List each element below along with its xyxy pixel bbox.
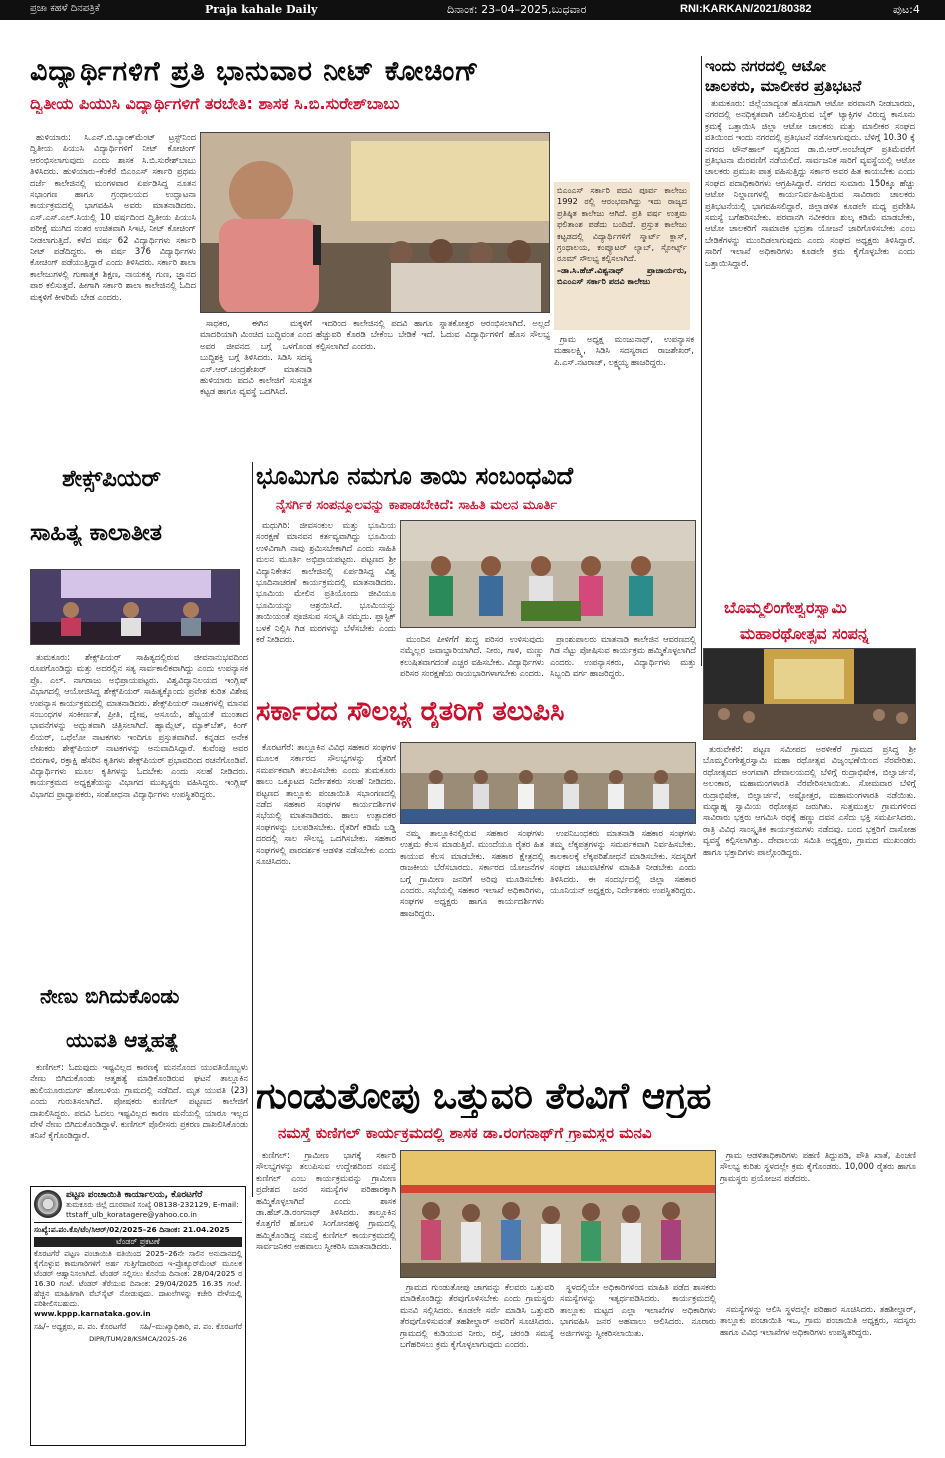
headline-shakespeare-2: ಸಾಹಿತ್ಯ ಕಾಲಾತೀತ — [30, 520, 163, 546]
masthead-bar — [0, 0, 945, 20]
story-shakespeare-body: ತುಮಕೂರು: ಶೇಕ್ಸ್‌ಪಿಯರ್ ಸಾಹಿತ್ಯದಲ್ಲಿರುವ ಜೀವನಾನುಭವದಿಂದ ರೂಪಗೊಂಡಿದ್ದು ಮತ್ತು ಅದರಲ್ಲಿನ ಸತ್ಯ ಸಾರ್ವಕಾಲಿಕವಾಗಿದ್ದು ಎಂದು ಉಪನ್ಯಾಸಕ ಪ್ರೊ. ಎಲ್. ನಾಗರಾಜು ಅಭಿಪ್ರಾಯಪಟ್ಟರು. ವಿಶ್ವವಿದ್ಯಾನಿಲಯದ ಇಂಗ್ಲಿಷ್ ವಿಭಾಗದಲ್ಲಿ ಆಯೋಜಿಸಿದ್ದ ಶೇಕ್ಸ್‌ಪಿಯರ್ ಸಾಹಿತ್ಯಕ್ಕೊಂದು ಪ್ರವೇಶ ಕುರಿತ ವಿಶೇಷ ಉಪನ್ಯಾಸ ಕಾರ್ಯಕ್ರಮದಲ್ಲಿ ಮಾತನಾಡಿದರು. ಶೇಕ್ಸ್‌ಪಿಯರ್ ನಾಟಕಗಳಲ್ಲಿ ಮಾನವ ಸಂಬಂಧಗಳ ಸಂಕೀರ್ಣತೆ, ಪ್ರೀತಿ, ದ್ವೇಷ, ಅಸೂಯೆ, ಹೆಬ್ಬಯಕೆ ಮುಂತಾದ ಭಾವನೆಗಳನ್ನು ಅದ್ಭುತವಾಗಿ ಚಿತ್ರಿಸಲಾಗಿದೆ. ಹ್ಯಾಮ್ಲೆಟ್, ಮ್ಯಾಕ್‌ಬೆತ್, ಕಿಂಗ್ ಲಿಯರ್, ಒಥೆಲೋ ನಾಟಕಗಳು ಇಂದಿಗೂ ಪ್ರಸ್ತುತವಾಗಿವೆ. ಕನ್ನಡದ ಅನೇಕ ಲೇಖಕರು ಶೇಕ್ಸ್‌ಪಿಯರ್ ನಾಟಕಗಳನ್ನು ಅನುವಾದಿಸಿದ್ದಾರೆ. ಕುವೆಂಪು ಅವರ ಬಿರುಗಾಳಿ, ರಕ್ತಾಕ್ಷಿ ಹೆಸರಿನ ಕೃತಿಗಳು ಶೇಕ್ಸ್‌ಪಿಯರ್ ಪ್ರಭಾವದಿಂದ ರಚನೆಗೊಂಡಿವೆ. ವಿದ್ಯಾರ್ಥಿಗಳು ಮೂಲ ಕೃತಿಗಳನ್ನು ಓದಬೇಕು ಎಂದು ಸಲಹೆ ನೀಡಿದರು. ಕಾರ್ಯಕ್ರಮದ ಅಧ್ಯಕ್ಷತೆಯನ್ನು ವಿಭಾಗದ ಮುಖ್ಯಸ್ಥರು ವಹಿಸಿದ್ದರು. ಇಂಗ್ಲಿಷ್ ವಿಭಾಗದ ಪ್ರಾಧ್ಯಾಪಕರು, ಸಂಶೋಧನಾ ವಿದ್ಯಾರ್ಥಿಗಳು ಉಪಸ್ಥಿತರಿದ್ದರು. — [30, 652, 248, 799]
headline-auto-protest-2: ಚಾಲಕರು, ಮಾಲೀಕರ ಪ್ರತಿಭಟನೆ — [705, 77, 862, 95]
column-rule — [252, 462, 253, 1197]
pull-quote-principal — [554, 182, 690, 330]
headline-neet-coaching: ವಿದ್ಯಾರ್ಥಿಗಳಿಗೆ ಪ್ರತಿ ಭಾನುವಾರ ನೀಟ್ ಕೋಚಿಂಗ್ — [30, 56, 480, 87]
tender-body: ಕೊರಟಗೆರೆ ಪಟ್ಟಣ ಪಂಚಾಯಿತಿ ವತಿಯಿಂದ 2025–26ನೇ ಸಾಲಿನ ಅನುದಾನದಲ್ಲಿ ಕೈಗೊಳ್ಳುವ ಕಾಮಗಾರಿಗಳಿಗೆ ಅರ್ಹ ಗುತ್ತಿಗೆದಾರರಿಂದ ಇ-ಪ್ರೊಕ್ಯೂರ್‌ಮೆಂಟ್ ಮೂಲಕ ಟೆಂಡರ್ ಆಹ್ವಾನಿಸಲಾಗಿದೆ. ಟೆಂಡರ್ ಸಲ್ಲಿಸಲು ಕೊನೆಯ ದಿನಾಂಕ: 28/04/2025 ರ 16.30 ಗಂಟೆ. ಟೆಂಡರ್ ತೆರೆಯುವ ದಿನಾಂಕ: 29/04/2025 16.35 ಗಂಟೆ. ಹೆಚ್ಚಿನ ಮಾಹಿತಿಗಾಗಿ ವೆಬ್‌ಸೈಟ್ ನೋಡುವುದು. ದಾಖಲೆಗಳನ್ನು ಕಚೇರಿ ವೇಳೆಯಲ್ಲಿ ಪರಿಶೀಲಿಸಬಹುದು. — [34, 1249, 242, 1308]
photo-namaste-kunigal — [400, 1150, 716, 1278]
tender-dipr-code: DIPR/TUM/28/KSMCA/2025–26 — [89, 1335, 187, 1343]
story-earth-col-3: ಪ್ರಾಂಶುಪಾಲರು ಮಾತನಾಡಿ ಕಾಲೇಜಿನ ಆವರಣದಲ್ಲಿ ಗಿಡ ನೆಟ್ಟು ಪೋಷಿಸುವ ಕಾರ್ಯಕ್ರಮ ಹಮ್ಮಿಕೊಳ್ಳಲಾಗಿದೆ ಎಂದರು. ಉಪನ್ಯಾಸಕರು, ವಿದ್ಯಾರ್ಥಿಗಳು ಮತ್ತು ಸಿಬ್ಬಂದಿ ವರ್ಗ ಹಾಜರಿದ್ದರು. — [550, 634, 696, 679]
photo-mla-speaking-art — [201, 133, 550, 313]
tender-contact: ತುಮಕೂರು ಜಿಲ್ಲೆ ದೂರವಾಣಿ ಸಂಖ್ಯೆ 08138-232129, E-mail: ttstaff_ulb_koratagere@yahoo.co.in — [66, 1200, 239, 1219]
tender-sig-left: ಸಹಿ/– ಅಧ್ಯಕ್ಷರು, ಪ. ಪಂ. ಕೊರಟಗೆರೆ — [34, 1322, 127, 1331]
photo-shakespeare-lecture — [30, 569, 240, 645]
story-encroachment-col-5: ಸಮಸ್ಯೆಗಳನ್ನು ಆಲಿಸಿ ಸ್ಥಳದಲ್ಲೇ ಪರಿಹಾರ ಸೂಚಿಸಿದರು. ತಹಶೀಲ್ದಾರ್, ತಾಲ್ಲೂಕು ಪಂಚಾಯಿತಿ ಇಒ, ಗ್ರಾಮ ಪಂಚಾಯಿತಿ ಅಧ್ಯಕ್ಷರು, ಸದಸ್ಯರು ಹಾಗೂ ವಿವಿಧ ಇಲಾಖೆಗಳ ಅಧಿಕಾರಿಗಳು ಉಪಸ್ಥಿತರಿದ್ದರು. — [720, 1304, 916, 1337]
photo-namaste-kunigal-art — [401, 1151, 716, 1278]
headline-encroachment: ಗುಂಡುತೋಪು ಒತ್ತುವರಿ ತೆರವಿಗೆ ಆಗ್ರಹ — [256, 1076, 712, 1117]
story-suicide-body: ಕುಣಿಗಲ್: ಓದುವುದು ಇಷ್ಟವಿಲ್ಲದ ಕಾರಣಕ್ಕೆ ಮನನೊಂದ ಯುವತಿಯೊಬ್ಬಳು ನೇಣು ಬಿಗಿದುಕೊಂಡು ಆತ್ಮಹತ್ಯೆ ಮಾಡಿಕೊಂಡಿರುವ ಘಟನೆ ತಾಲ್ಲೂಕಿನ ಹುಲಿಯೂರುದುರ್ಗ ಹೋಬಳಿಯ ಗ್ರಾಮದಲ್ಲಿ ನಡೆದಿದೆ. ಮೃತ ಯುವತಿ (23) ಎಂದು ಗುರುತಿಸಲಾಗಿದೆ. ಪೋಷಕರು ಕುಣಿಗಲ್ ಪಟ್ಟಣದ ಕಾಲೇಜಿಗೆ ದಾಖಲಿಸಿದ್ದರು. ಪದವಿ ಓದಲು ಇಷ್ಟವಿಲ್ಲದ ಕಾರಣ ಮನೆಯಲ್ಲಿ ಯಾರೂ ಇಲ್ಲದ ವೇಳೆ ನೇಣು ಬಿಗಿದುಕೊಂಡಿದ್ದಾಳೆ. ಕುಣಿಗಲ್ ಪೊಲೀಸರು ಪ್ರಕರಣ ದಾಖಲಿಸಿಕೊಂಡು ತನಿಖೆ ಕೈಗೊಂಡಿದ್ದಾರೆ. — [30, 1062, 248, 1141]
pull-quote-credit: –ಡಾ.ಸಿ.ಹೆಚ್.ವಿಶ್ವನಾಥ್ ಪ್ರಾಚಾರ್ಯರು, ಬಿಎಂಎಸ್ ಸರ್ಕಾರಿ ಪದವಿ ಕಾಲೇಜು — [557, 264, 687, 287]
story-farmers-col-2: ನಮ್ಮ ತಾಲ್ಲೂಕಿನಲ್ಲಿರುವ ಸಹಕಾರ ಸಂಘಗಳು ಉತ್ತಮ ಕೆಲಸ ಮಾಡುತ್ತಿವೆ. ಮುಂದೆಯೂ ರೈತರ ಹಿತ ಕಾಯುವ ಕೆಲಸ ಮಾಡಬೇಕು. ಸಹಕಾರ ಕ್ಷೇತ್ರದಲ್ಲಿ ರಾಜಕೀಯ ಬೆರೆಸಬಾರದು. ಸರ್ಕಾರದ ಯೋಜನೆಗಳ ಬಗ್ಗೆ ಗ್ರಾಮೀಣ ಜನರಿಗೆ ಅರಿವು ಮೂಡಿಸಬೇಕು ಎಂದರು. ಸಭೆಯಲ್ಲಿ ಸಹಕಾರ ಇಲಾಖೆ ಅಧಿಕಾರಿಗಳು, ಸಂಘಗಳ ಅಧ್ಯಕ್ಷರು ಹಾಗೂ ಕಾರ್ಯದರ್ಶಿಗಳು ಹಾಜರಿದ್ದರು. — [400, 828, 544, 918]
story-encroachment-col-2: ಗ್ರಾಮದ ಗುಂಡುತೋಪು ಜಾಗವನ್ನು ಕೆಲವರು ಒತ್ತುವರಿ ಮಾಡಿಕೊಂಡಿದ್ದು ತೆರವುಗೊಳಿಸಬೇಕು ಎಂದು ಗ್ರಾಮಸ್ಥರು ಮನವಿ ಸಲ್ಲಿಸಿದರು. ಕೂಡಲೇ ಸರ್ವೆ ಮಾಡಿಸಿ ಒತ್ತುವರಿ ತೆರವುಗೊಳಿಸುವಂತೆ ತಹಶೀಲ್ದಾರ್ ಅವರಿಗೆ ಸೂಚಿಸಿದರು. ಗ್ರಾಮದಲ್ಲಿ ಕುಡಿಯುವ ನೀರು, ರಸ್ತೆ, ಚರಂಡಿ ಸಮಸ್ಯೆ ಬಗೆಹರಿಸಲು ಕ್ರಮ ಕೈಗೊಳ್ಳಲಾಗುವುದು ಎಂದರು. — [400, 1282, 554, 1350]
story-neet-col-4: ಬಿಎಂಎಸ್ ಸರ್ಕಾರಿ ಪದವಿ ಪೂರ್ವ ಕಾಲೇಜು 1992 ರಲ್ಲಿ ಆರಂಭವಾಗಿದ್ದು ಇದು ರಾಜ್ಯದ ಪ್ರತಿಷ್ಠಿತ ಕಾಲೇಜು ಆಗಿದೆ. ಪ್ರತಿ ವರ್ಷ ಉತ್ತಮ ಫಲಿತಾಂಶ ಪಡೆದು ಬಂದಿದೆ. ಪ್ರಸ್ತುತ ಕಾಲೇಜು ಕಟ್ಟಡದಲ್ಲಿ ವಿದ್ಯಾರ್ಥಿಗಳಿಗೆ ಸ್ಮಾರ್ಟ್ ಕ್ಲಾಸ್, ಗ್ರಂಥಾಲಯ, ಕಂಪ್ಯೂಟರ್ ಲ್ಯಾಬ್, ಸ್ಪೋರ್ಟ್ಸ್ ರೂಮ್ ಸೌಲಭ್ಯ ಕಲ್ಪಿಸಲಾಗಿದೆ. — [557, 185, 687, 264]
photo-cooperative-meeting — [400, 742, 696, 824]
story-neet-col-5: ಗ್ರಾಮ ಅಧ್ಯಕ್ಷ ಮಂಜುನಾಥ್, ಉಪನ್ಯಾಸಕ ಮಹಾಲಕ್ಷ್ಮಿ, ಸಿಡಿಸಿ ಸದಸ್ಯರಾದ ರಾಜಶೇಖರ್, ಪಿ.ಎಸ್.ನಟರಾಜ್, ಲಕ್ಷ್ಮಯ್ಯ ಹಾಜರಿದ್ದರು. — [554, 334, 694, 367]
photo-rathotsava — [703, 648, 916, 740]
subhead-encroachment: ನಮಸ್ತೆ ಕುಣಿಗಲ್ ಕಾರ್ಯಕ್ರಮದಲ್ಲಿ ಶಾಸಕ ಡಾ.ರಂಗನಾಥ್‌ಗೆ ಗ್ರಾಮಸ್ಥರ ಮನವಿ — [278, 1124, 652, 1142]
photo-mla-speaking — [200, 132, 550, 313]
photo-earth-day-plant — [400, 520, 696, 628]
story-neet-col-1: ಹುಳಿಯಾರು: ಸಿ.ಎನ್.ಬಿ.ಬ್ಯಾಂಕ್‌ಮೆಂಟ್ ಟ್ರಸ್ಟ್‌ನಿಂದ ದ್ವಿತೀಯ ಪಿಯುಸಿ ವಿದ್ಯಾರ್ಥಿಗಳಿಗೆ ನೀಟ್ ಕೋಚಿಂಗ್ ಆರಂಭಿಸಲಾಗುವುದು ಎಂದು ಶಾಸಕ ಸಿ.ಬಿ.ಸುರೇಶ್‌ಬಾಬು ತಿಳಿಸಿದರು. ಹುಳಿಯಾರು–ಕೆಂಕೆರೆ ಬಿಎಂಎಸ್ ಸರ್ಕಾರಿ ಪ್ರಥಮ ದರ್ಜೆ ಕಾಲೇಜಿನಲ್ಲಿ ಮಂಗಳವಾರ ಏರ್ಪಡಿಸಿದ್ದ ನೂತನ ಸಭಾಂಗಣ ಹಾಗೂ ಗ್ರಂಥಾಲಯದ ಉದ್ಘಾಟನಾ ಕಾರ್ಯಕ್ರಮದಲ್ಲಿ ಭಾಗವಹಿಸಿ ಅವರು ಮಾತನಾಡಿದರು. ಎಸ್.ಎಸ್.ಎಲ್.ಸಿಯಲ್ಲಿ 10 ವರ್ಷದಿಂದ ದ್ವಿತೀಯ ಪಿಯುಸಿ ಪರೀಕ್ಷೆ ಮುಗಿದ ನಂತರ ಉಚಿತವಾಗಿ ಸಿಇಟಿ, ನೀಟ್ ಕೋಚಿಂಗ್ ನೀಡಲಾಗುತ್ತಿದೆ. ಕಳೆದ ವರ್ಷ 62 ವಿದ್ಯಾರ್ಥಿಗಳು ಸರ್ಕಾರಿ ನೀಟ್ ಪಡೆದಿದ್ದರು. ಈ ವರ್ಷ 376 ವಿದ್ಯಾರ್ಥಿಗಳು ಕೋಚಿಂಗ್ ಪಡೆಯುತ್ತಿದ್ದಾರೆ ಎಂದು ತಿಳಿಸಿದರು. ಸರ್ಕಾರಿ ಶಾಲಾ ಕಾಲೇಜುಗಳಲ್ಲಿ ಗುಣಾತ್ಮಕ ಶಿಕ್ಷಣ, ನಾಯಕತ್ವ ಗುಣ, ಜ್ಞಾನದ ಪಾಠ ಕಲಿಸುತ್ತವೆ. ಹೀಗಾಗಿ ಸರ್ಕಾರಿ ಶಾಲಾ ಕಾಲೇಜಿನಲ್ಲಿ ಓದಿದ ಮಕ್ಕಳಿಗೆ ಕೀಳರಿಮೆ ಬೇಡ ಎಂದರು. — [30, 132, 196, 302]
story-encroachment-col-3: ಸ್ಥಳದಲ್ಲಿಯೇ ಅಧಿಕಾರಿಗಳಿಂದ ಮಾಹಿತಿ ಪಡೆದ ಶಾಸಕರು ಸಮಸ್ಯೆಗಳನ್ನು ಇತ್ಯರ್ಥಪಡಿಸಿದರು. ಕಾರ್ಯಕ್ರಮದಲ್ಲಿ ತಾಲ್ಲೂಕು ಮಟ್ಟದ ಎಲ್ಲಾ ಇಲಾಖೆಗಳ ಅಧಿಕಾರಿಗಳು ಭಾಗವಹಿಸಿ ಜನರ ಅಹವಾಲು ಆಲಿಸಿದರು. ನೂರಾರು ಅರ್ಜಿಗಳನ್ನು ಸ್ವೀಕರಿಸಲಾಯಿತು. — [560, 1282, 716, 1338]
story-earth-col-2: ಮುಂದಿನ ಪೀಳಿಗೆಗೆ ಶುದ್ಧ ಪರಿಸರ ಉಳಿಸುವುದು ನಮ್ಮೆಲ್ಲರ ಜವಾಬ್ದಾರಿಯಾಗಿದೆ. ನೀರು, ಗಾಳಿ, ಮಣ್ಣು ಕಲುಷಿತವಾಗದಂತೆ ಎಚ್ಚರ ವಹಿಸಬೇಕು. ವಿದ್ಯಾರ್ಥಿಗಳು ಪರಿಸರ ಸಂರಕ್ಷಣೆಯ ರಾಯಭಾರಿಗಳಾಗಬೇಕು ಎಂದರು. — [400, 634, 544, 679]
story-auto-protest-body: ತುಮಕೂರು: ಜಿಲ್ಲೆಯಾದ್ಯಂತ ಹೊಸದಾಗಿ ಆಟೋ ಪರವಾನಗಿ ನೀಡಬಾರದು, ನಗರದಲ್ಲಿ ಅನಧಿಕೃತವಾಗಿ ಚಲಿಸುತ್ತಿರುವ ಬೈಕ್ ಟ್ಯಾಕ್ಸಿಗಳ ವಿರುದ್ಧ ಕಾನೂನು ಕ್ರಮಕ್ಕೆ ಒತ್ತಾಯಿಸಿ ಜಿಲ್ಲಾ ಆಟೋ ಚಾಲಕರು ಮತ್ತು ಮಾಲೀಕರ ಸಂಘದ ವತಿಯಿಂದ ಇಂದು ನಗರದಲ್ಲಿ ಪ್ರತಿಭಟನೆ ನಡೆಸಲಾಗುವುದು. ಬೆಳಿಗ್ಗೆ 10.30 ಕ್ಕೆ ನಗರದ ಟೌನ್‌ಹಾಲ್ ವೃತ್ತದಿಂದ ಡಾ.ಬಿ.ಆರ್.ಅಂಬೇಡ್ಕರ್ ಪ್ರತಿಮೆವರೆಗೆ ಪ್ರತಿಭಟನಾ ಮೆರವಣಿಗೆ ನಡೆಯಲಿದೆ. ಸಾರ್ವಜನಿಕ ಸಾರಿಗೆ ವ್ಯವಸ್ಥೆಯಲ್ಲಿ ಆಟೋ ಚಾಲಕರು ಪ್ರಮುಖ ಪಾತ್ರ ವಹಿಸುತ್ತಿದ್ದು ಸರ್ಕಾರ ಅವರ ಹಿತ ಕಾಯಬೇಕು ಎಂದು ಸಂಘದ ಪದಾಧಿಕಾರಿಗಳು ಆಗ್ರಹಿಸಿದ್ದಾರೆ. ನಗರದ ಸುಮಾರು 150ಕ್ಕೂ ಹೆಚ್ಚು ಆಟೋ ನಿಲ್ದಾಣಗಳಲ್ಲಿ ಕಾರ್ಯನಿರ್ವಹಿಸುತ್ತಿರುವ ಸಾವಿರಾರು ಚಾಲಕರು ಪ್ರತಿಭಟನೆಯಲ್ಲಿ ಭಾಗವಹಿಸಲಿದ್ದಾರೆ. ಜಿಲ್ಲಾಡಳಿತ ಕೂಡಲೇ ಮಧ್ಯ ಪ್ರವೇಶಿಸಿ ಸಮಸ್ಯೆ ಬಗೆಹರಿಸಬೇಕು. ಪರವಾನಗಿ ನವೀಕರಣ ಶುಲ್ಕ ಕಡಿಮೆ ಮಾಡಬೇಕು, ಆಟೋ ಚಾಲಕರಿಗೆ ಸಾಮಾಜಿಕ ಭದ್ರತಾ ಯೋಜನೆ ಜಾರಿಗೊಳಿಸಬೇಕು ಎಂಬ ಬೇಡಿಕೆಗಳನ್ನು ಮುಂದಿಡಲಾಗುವುದು ಎಂದು ಸಂಘದ ಅಧ್ಯಕ್ಷರು ತಿಳಿಸಿದ್ದಾರೆ. ಸಾರಿಗೆ ಇಲಾಖೆ ಅಧಿಕಾರಿಗಳು ಕೂಡಲೇ ಕ್ರಮ ಕೈಗೊಳ್ಳಬೇಕು ಎಂದು ಒತ್ತಾಯಿಸಿದ್ದಾರೆ. — [705, 98, 915, 268]
story-encroachment-col-1: ಕುಣಿಗಲ್: ಗ್ರಾಮೀಣ ಭಾಗಕ್ಕೆ ಸರ್ಕಾರಿ ಸೌಲಭ್ಯಗಳನ್ನು ತಲುಪಿಸುವ ಉದ್ದೇಶದಿಂದ ನಮಸ್ತೆ ಕುಣಿಗಲ್ ಎಂಬ ಕಾರ್ಯಕ್ರಮವನ್ನು ಗ್ರಾಮೀಣ ಪ್ರದೇಶದ ಜನರ ಸಮಸ್ಯೆಗಳ ಪರಿಹಾರಕ್ಕಾಗಿ ಹಮ್ಮಿಕೊಳ್ಳಲಾಗಿದೆ ಎಂದು ಶಾಸಕ ಡಾ.ಹೆಚ್.ಡಿ.ರಂಗನಾಥ್ ತಿಳಿಸಿದರು. ತಾಲ್ಲೂಕಿನ ಕೊತ್ತಗೆರೆ ಹೋಬಳಿ ಸಿಂಗೋನಹಳ್ಳಿ ಗ್ರಾಮದಲ್ಲಿ ಹಮ್ಮಿಕೊಂಡಿದ್ದ ನಮಸ್ತೆ ಕುಣಿಗಲ್ ಕಾರ್ಯಕ್ರಮದಲ್ಲಿ ಸಾರ್ವಜನಿಕರ ಅಹವಾಲು ಸ್ವೀಕರಿಸಿ ಮಾತನಾಡಿದರು. — [256, 1150, 396, 1252]
paper-name-english: Praja kahale Daily — [205, 3, 318, 16]
subhead-neet-coaching: ದ್ವಿತೀಯ ಪಿಯುಸಿ ವಿದ್ಯಾರ್ಥಿಗಳಿಗೆ ತರಬೇತಿ: ಶಾಸಕ ಸಿ.ಬಿ.ಸುರೇಶ್‌ಬಾಬು — [30, 94, 400, 113]
paper-name-kannada: ಪ್ರಜಾ ಕಹಳೆ ದಿನಪತ್ರಿಕೆ — [30, 3, 100, 14]
headline-suicide-1: ನೇಣು ಬಿಗಿದುಕೊಂಡು — [40, 984, 180, 1008]
tender-website: www.kppp.karnataka.gov.in — [34, 1309, 151, 1318]
headline-farmers-benefits: ಸರ್ಕಾರದ ಸೌಲಭ್ಯ ರೈತರಿಗೆ ತಲುಪಿಸಿ — [256, 696, 565, 727]
story-encroachment-col-4: ಗ್ರಾಮ ಆಡಳಿತಾಧಿಕಾರಿಗಳು ಪಹಣಿ ತಿದ್ದುಪಡಿ, ಪೌತಿ ಖಾತೆ, ಪಿಂಚಣಿ ಸೌಲಭ್ಯ ಕುರಿತು ಸ್ಥಳದಲ್ಲೇ ಕ್ರಮ ಕೈಗೊಂಡರು. 10,000 ರೈತರು ಹಾಗೂ ಗ್ರಾಮಸ್ಥರು ಪ್ರಯೋಜನ ಪಡೆದರು. — [720, 1150, 916, 1183]
photo-earth-day-art — [401, 521, 696, 628]
headline-rathotsava-2: ಮಹಾರಥೋತ್ಸವ ಸಂಪನ್ನ — [740, 624, 869, 643]
photo-shakespeare-art — [31, 570, 240, 645]
issue-date: ದಿನಾಂಕ: 23–04–2025,ಬುಧವಾರ — [447, 3, 587, 16]
story-neet-col-2: ಸಾಧಕರ, ಈಗಿನ ಮಕ್ಕಳಿಗೆ ಮಾದರಿಯಾಗಿ ಮಿಂಚಿದ ಬುದ್ಧಿವಂತ ಎಂದ ಅವರ ಜೀವನದ ಬಗ್ಗೆ ಒಳಗೊಂಡ ಬುದ್ಧಿಶಕ್ತಿ ಬಗ್ಗೆ ತಿಳಿಸಿದರು. ಸಿಡಿಸಿ ಸದಸ್ಯ ಎಸ್.ಆರ್.ಚಂದ್ರಶೇಖರ್ ಮಾತನಾಡಿ ಹುಳಿಯಾರು ಪದವಿ ಕಾಲೇಜಿಗೆ ಸುಸಜ್ಜಿತ ಕಟ್ಟಡ ಹಾಗೂ ವ್ಯವಸ್ಥೆ ಒದಗಿಸಿದೆ. — [200, 318, 312, 397]
headline-suicide-2: ಯುವತಿ ಆತ್ಮಹತ್ಯೆ — [66, 1028, 179, 1052]
subhead-earth-day: ನೈಸರ್ಗಿಕ ಸಂಪನ್ಮೂಲವನ್ನು ಕಾಪಾಡಬೇಕಿದೆ: ಸಾಹಿತಿ ಮಲನ ಮೂರ್ತಿ — [276, 498, 558, 513]
headline-earth-day: ಭೂಮಿಗೂ ನಮಗೂ ತಾಯಿ ಸಂಬಂಧವಿದೆ — [256, 462, 574, 490]
photo-cooperative-art — [401, 743, 696, 824]
column-rule — [701, 56, 702, 666]
government-seal-icon — [34, 1190, 62, 1218]
tender-tag: ಟೆಂಡರ್ ಪ್ರಕಟಣೆ — [34, 1237, 242, 1247]
story-neet-col-3: ಇದರಿಂದ ಕಾಲೇಜಿನಲ್ಲಿ ಪದವಿ ಹಾಗೂ ಸ್ನಾತಕೋತ್ತರ ಆರಂಭಿಸಲಾಗಿದೆ. ಅಲ್ಲದೆ ಹೆಚ್ಚುವರಿ ಕೊಠಡಿ ಬೇಕೆಂಬ ಬೇಡಿಕೆ ಇದೆ. ಓದುವ ವಿದ್ಯಾರ್ಥಿಗಳಿಗೆ ಹೊಸ ಸೌಲಭ್ಯ ಕಲ್ಪಿಸಲಾಗಿದೆ ಎಂದರು. — [316, 318, 550, 351]
story-farmers-col-1: ಕೊರಟಗೆರೆ: ತಾಲ್ಲೂಕಿನ ವಿವಿಧ ಸಹಕಾರ ಸಂಘಗಳ ಮೂಲಕ ಸರ್ಕಾರದ ಸೌಲಭ್ಯಗಳನ್ನು ರೈತರಿಗೆ ಸಮರ್ಪಕವಾಗಿ ತಲುಪಿಸಬೇಕು ಎಂದು ತುಮಕೂರು ಹಾಲು ಒಕ್ಕೂಟದ ನಿರ್ದೇಶಕರು ಸಲಹೆ ನೀಡಿದರು. ಪಟ್ಟಣದ ತಾಲ್ಲೂಕು ಪಂಚಾಯಿತಿ ಸಭಾಂಗಣದಲ್ಲಿ ನಡೆದ ಸಹಕಾರ ಸಂಘಗಳ ಕಾರ್ಯದರ್ಶಿಗಳ ಸಭೆಯಲ್ಲಿ ಮಾತನಾಡಿದರು. ಹಾಲು ಉತ್ಪಾದಕರ ಸಂಘಗಳನ್ನು ಬಲಪಡಿಸಬೇಕು. ರೈತರಿಗೆ ಕಡಿಮೆ ಬಡ್ಡಿ ದರದಲ್ಲಿ ಸಾಲ ಸೌಲಭ್ಯ ಒದಗಿಸಬೇಕು. ಸಹಕಾರ ಸಂಘಗಳಲ್ಲಿ ಪಾರದರ್ಶಕ ಆಡಳಿತ ನಡೆಸಬೇಕು ಎಂದು ಸೂಚಿಸಿದರು. — [256, 742, 396, 867]
photo-rathotsava-art — [704, 649, 916, 740]
story-farmers-col-3: ಉಪನಿಬಂಧಕರು ಮಾತನಾಡಿ ಸಹಕಾರ ಸಂಘಗಳು ತಮ್ಮ ಲೆಕ್ಕಪತ್ರಗಳನ್ನು ಸಮರ್ಪಕವಾಗಿ ನಿರ್ವಹಿಸಬೇಕು. ಕಾಲಕಾಲಕ್ಕೆ ಲೆಕ್ಕಪರಿಶೋಧನೆ ಮಾಡಿಸಬೇಕು. ಸದಸ್ಯರಿಗೆ ಸಂಘದ ಚಟುವಟಿಕೆಗಳ ಮಾಹಿತಿ ನೀಡಬೇಕು ಎಂದು ತಿಳಿಸಿದರು. ಈ ಸಂದರ್ಭದಲ್ಲಿ ಜಿಲ್ಲಾ ಸಹಕಾರ ಯೂನಿಯನ್ ಅಧ್ಯಕ್ಷರು, ನಿರ್ದೇಶಕರು ಉಪಸ್ಥಿತರಿದ್ದರು. — [550, 828, 696, 896]
headline-shakespeare-1: ಶೇಕ್ಸ್‌ಪಿಯರ್ — [62, 466, 162, 492]
tender-ref: ಸಂಖ್ಯೆ:ಪ.ಪಂ.ಕೊ/ಟೆಂ/ಸಿಆರ್/02/2025–26 ದಿನಾಂಕ: 21.04.2025 — [34, 1225, 230, 1234]
tender-notice-ad — [30, 1186, 246, 1446]
story-rathotsava-body: ತುರುವೇಕೆರೆ: ಪಟ್ಟಣ ಸಮೀಪದ ಅರಳೀಕೆರೆ ಗ್ರಾಮದ ಪ್ರಸಿದ್ಧ ಶ್ರೀ ಬೊಮ್ಮಲಿಂಗೇಶ್ವರಸ್ವಾಮಿ ಮಹಾ ರಥೋತ್ಸವ ವಿಜೃಂಭಣೆಯಿಂದ ನೆರವೇರಿತು. ರಥೋತ್ಸವದ ಅಂಗವಾಗಿ ದೇವಾಲಯದಲ್ಲಿ ಬೆಳಿಗ್ಗೆ ರುದ್ರಾಭಿಷೇಕ, ಬಿಲ್ವಾರ್ಚನೆ, ಅಲಂಕಾರ, ಮಹಾಮಂಗಳಾರತಿ ನೆರವೇರಿಸಲಾಯಿತು. ಸೋಮವಾರ ಬೆಳಿಗ್ಗೆ ರುದ್ರಾಭಿಷೇಕ, ಬಿಲ್ವಾರ್ಚನೆ, ಅಷ್ಟೋತ್ತರ, ಮಹಾಮಂಗಳಾರತಿ ನಡೆಯಿತು. ಮಧ್ಯಾಹ್ನ ಸ್ವಾಮಿಯ ರಥೋತ್ಸವ ಜರುಗಿತು. ಸುತ್ತಮುತ್ತಲ ಗ್ರಾಮಗಳಿಂದ ಸಾವಿರಾರು ಭಕ್ತರು ಆಗಮಿಸಿ ರಥಕ್ಕೆ ಹಣ್ಣು ದವನ ಎಸೆದು ಭಕ್ತಿ ಸಮರ್ಪಿಸಿದರು. ರಾತ್ರಿ ವಿವಿಧ ಸಾಂಸ್ಕೃತಿಕ ಕಾರ್ಯಕ್ರಮಗಳು ನಡೆದವು. ಬಂದ ಭಕ್ತರಿಗೆ ದಾಸೋಹ ವ್ಯವಸ್ಥೆ ಕಲ್ಪಿಸಲಾಗಿತ್ತು. ದೇವಾಲಯ ಸಮಿತಿ ಅಧ್ಯಕ್ಷರು, ಗ್ರಾಮದ ಮುಖಂಡರು ಹಾಗೂ ಭಕ್ತಾದಿಗಳು ಪಾಲ್ಗೊಂಡಿದ್ದರು. — [703, 744, 916, 857]
tender-sig-right: ಸಹಿ/–ಮುಖ್ಯಾಧಿಕಾರಿ, ಪ. ಪಂ. ಕೊರಟಗೆರೆ — [139, 1322, 242, 1331]
story-earth-col-1: ಮಧುಗಿರಿ: ಜೀವಸಂಕುಲ ಮತ್ತು ಭೂಮಿಯ ಸಂರಕ್ಷಣೆ ಮಾನವನ ಕರ್ತವ್ಯವಾಗಿದ್ದು ಭೂಮಿಯ ಉಳಿವಿಗಾಗಿ ನಾವು ಶ್ರಮಿಸಬೇಕಾಗಿದೆ ಎಂದು ಸಾಹಿತಿ ಮಲನ ಮೂರ್ತಿ ಅಭಿಪ್ರಾಯಪಟ್ಟರು. ಪಟ್ಟಣದ ಶ್ರೀ ವಿದ್ಯಾನಿಕೇತನ ಕಾಲೇಜಿನಲ್ಲಿ ಏರ್ಪಡಿಸಿದ್ದ ವಿಶ್ವ ಭೂದಿನಾಚರಣೆ ಕಾರ್ಯಕ್ರಮದಲ್ಲಿ ಮಾತನಾಡಿದರು. ಭೂಮಿಯ ಮೇಲಿನ ಪ್ರತಿಯೊಂದು ಜೀವಿಯೂ ಭೂಮಿಯನ್ನು ಆಶ್ರಯಿಸಿದೆ. ಭೂಮಿಯನ್ನು ತಾಯಿಯಂತೆ ಪೂಜಿಸುವ ಸಂಸ್ಕೃತಿ ನಮ್ಮದು. ಪ್ಲಾಸ್ಟಿಕ್ ಬಳಕೆ ನಿಲ್ಲಿಸಿ ಗಿಡ ಮರಗಳನ್ನು ಬೆಳೆಸಬೇಕು ಎಂದು ಕರೆ ನೀಡಿದರು. — [256, 520, 396, 645]
headline-auto-protest-1: ಇಂದು ನಗರದಲ್ಲಿ ಆಟೋ — [705, 57, 826, 75]
page-number: ಪುಟ:4 — [893, 3, 920, 16]
tender-office: ಪಟ್ಟಣ ಪಂಚಾಯಿತಿ ಕಾರ್ಯಾಲಯ, ಕೊರಟಗೆರೆ — [66, 1190, 203, 1200]
rni-number: RNI:KARKAN/2021/80382 — [680, 3, 812, 15]
headline-rathotsava-1: ಬೊಮ್ಮಲಿಂಗೇಶ್ವರಸ್ವಾಮಿ — [724, 598, 847, 617]
